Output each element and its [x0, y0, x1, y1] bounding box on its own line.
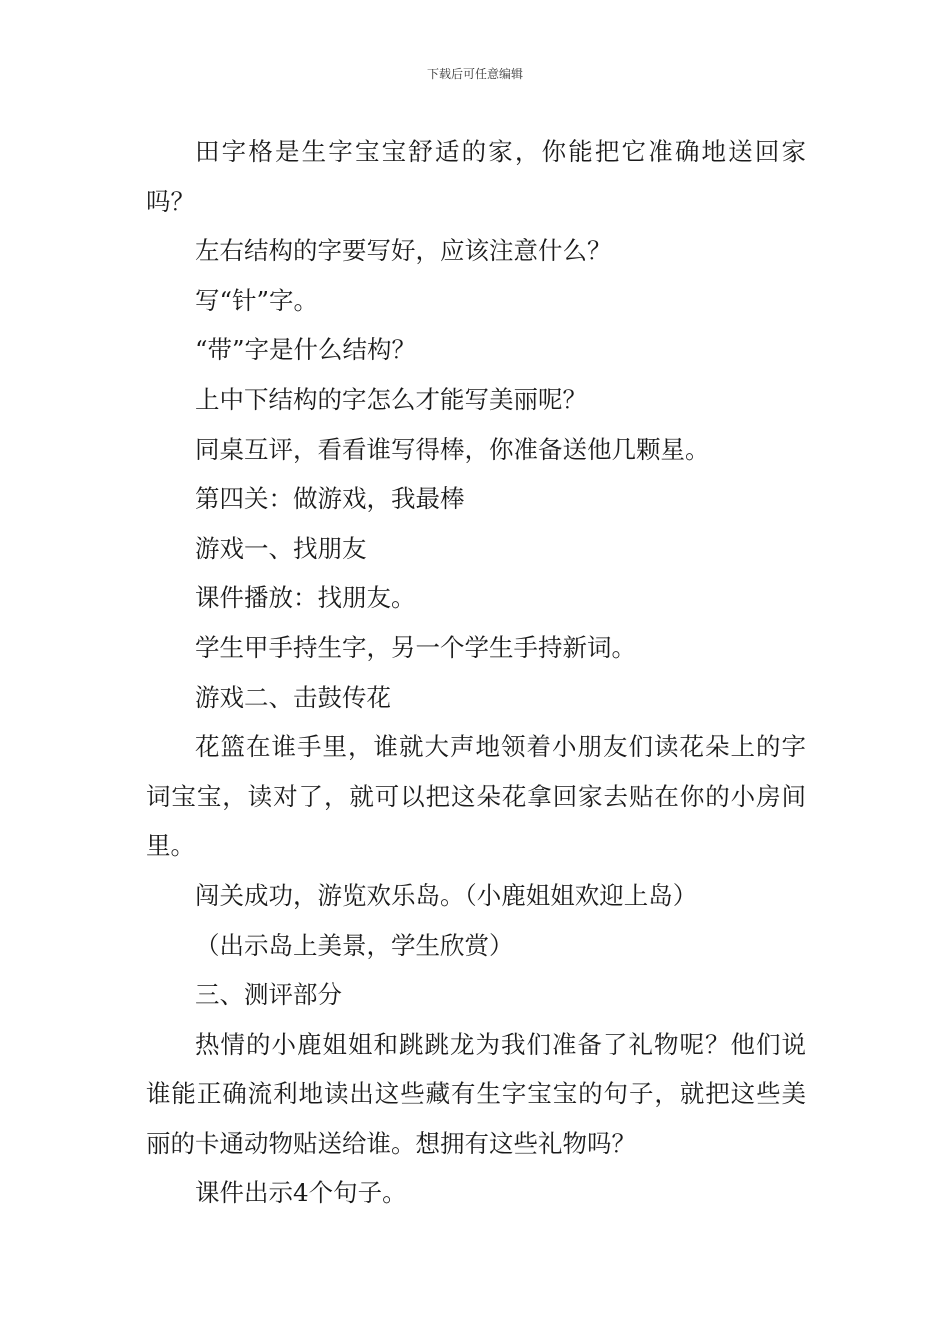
paragraph: 闯关成功，游览欢乐岛。（小鹿姐姐欢迎上岛）	[195, 880, 698, 910]
paragraph: 课件播放：找朋友。	[195, 583, 416, 613]
paragraph: 学生甲手持生字，另一个学生手持新词。	[195, 632, 636, 662]
paragraph: 写“针”字。	[195, 285, 319, 315]
document-body	[146, 127, 806, 1218]
paragraph: 课件出示4个句子。	[195, 1178, 407, 1208]
paragraph: （出示岛上美景，学生欣赏）	[195, 930, 514, 960]
paragraph: 左右结构的字要写好，应该注意什么？	[195, 236, 612, 266]
subsection-heading: 游戏一、找朋友	[195, 533, 367, 563]
paragraph: 花篮在谁手里，谁就大声地领着小朋友们读花朵上的字词宝宝，读对了，就可以把这朵花拿回家去贴在你的小房间里。	[146, 732, 806, 861]
paragraph: 热情的小鹿姐姐和跳跳龙为我们准备了礼物呢？他们说谁能正确流利地读出这些藏有生字宝宝的句子，就把这些美丽的卡通动物贴送给谁。想拥有这些礼物吗？	[146, 1029, 806, 1158]
section-heading: 第四关：做游戏，我最棒	[195, 484, 465, 514]
subsection-heading: 游戏二、击鼓传花	[195, 682, 391, 712]
page-header: 下载后可任意编辑	[426, 67, 523, 81]
paragraph: 上中下结构的字怎么才能写美丽呢？	[195, 384, 587, 414]
paragraph: 同桌互评，看看谁写得棒，你准备送他几颗星。	[195, 434, 710, 464]
paragraph: “带”字是什么结构？	[195, 335, 417, 365]
section-heading: 三、测评部分	[195, 980, 342, 1010]
paragraph: 田字格是生字宝宝舒适的家，你能把它准确地送回家吗？	[146, 137, 806, 216]
